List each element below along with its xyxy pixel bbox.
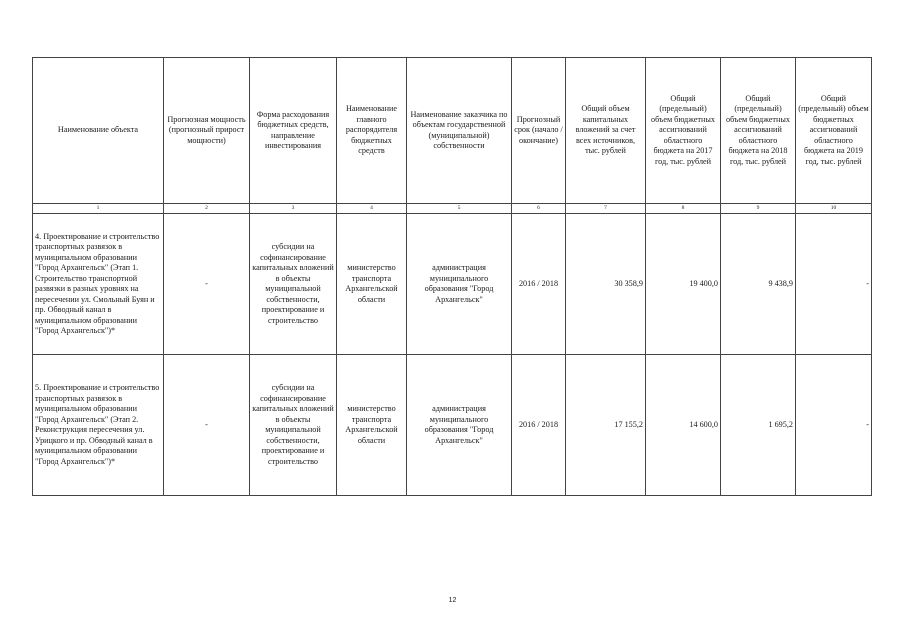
cell-capacity: - xyxy=(164,355,250,496)
cell-budget-2017: 19 400,0 xyxy=(646,214,721,355)
cell-budget-2017: 14 600,0 xyxy=(646,355,721,496)
investment-table xyxy=(32,57,872,496)
cell-object: 5. Проектирование и строительство транспортных развязок в муниципальном образовании "Город Архангельск" (Этап 2. Реконструкция пересечения ул. Урицкого и пр. Обводный канал в муниципальном образовании "Город Архангельск")* xyxy=(33,355,164,496)
column-number: 9 xyxy=(721,204,796,214)
cell-distributor: министерство транспорта Архангельской области xyxy=(337,214,407,355)
column-number: 6 xyxy=(512,204,566,214)
header-spending-form: Форма расходования бюджетных средств, направление инвестирования xyxy=(250,58,337,204)
cell-spending-form: субсидии на софинансирование капитальных вложений в объекты муниципальной собственности, проектирование и строительство xyxy=(250,214,337,355)
column-number: 5 xyxy=(407,204,512,214)
cell-customer: администрация муниципального образования "Город Архангельск" xyxy=(407,214,512,355)
cell-total-investment: 17 155,2 xyxy=(566,355,646,496)
column-number: 3 xyxy=(250,204,337,214)
cell-term: 2016 / 2018 xyxy=(512,355,566,496)
column-number: 8 xyxy=(646,204,721,214)
cell-object: 4. Проектирование и строительство транспортных развязок в муниципальном образовании "Город Архангельск" (Этап 1. Строительство транспортной развязки в разных уровнях на пересечении ул. Смольный Буян и пр. Обводный канал в муниципальном образовании "Город Архангельск")* xyxy=(33,214,164,355)
table-row xyxy=(33,355,872,496)
column-number-row xyxy=(33,204,872,214)
header-total-investment: Общий объем капитальных вложений за счет всех источников, тыс. рублей xyxy=(566,58,646,204)
header-budget-2019: Общий (предельный) объем бюджетных ассигнований областного бюджета на 2019 год, тыс. рублей xyxy=(796,58,872,204)
cell-budget-2019: - xyxy=(796,355,872,496)
header-distributor: Наименование главного распорядителя бюджетных средств xyxy=(337,58,407,204)
header-term: Прогнозный срок (начало / окончание) xyxy=(512,58,566,204)
header-customer: Наименование заказчика по объектам государственной (муниципальной) собственности xyxy=(407,58,512,204)
header-capacity: Прогнозная мощность (прогнозный прирост мощности) xyxy=(164,58,250,204)
column-number: 4 xyxy=(337,204,407,214)
cell-distributor: министерство транспорта Архангельской области xyxy=(337,355,407,496)
cell-term: 2016 / 2018 xyxy=(512,214,566,355)
page-number: 12 xyxy=(448,597,457,604)
cell-budget-2018: 9 438,9 xyxy=(721,214,796,355)
header-budget-2017: Общий (предельный) объем бюджетных ассигнований областного бюджета на 2017 год, тыс. рублей xyxy=(646,58,721,204)
cell-budget-2018: 1 695,2 xyxy=(721,355,796,496)
column-number: 10 xyxy=(796,204,872,214)
column-number: 7 xyxy=(566,204,646,214)
header-row xyxy=(33,58,872,204)
column-number: 1 xyxy=(33,204,164,214)
cell-total-investment: 30 358,9 xyxy=(566,214,646,355)
cell-spending-form: субсидии на софинансирование капитальных вложений в объекты муниципальной собственности, проектирование и строительство xyxy=(250,355,337,496)
column-number: 2 xyxy=(164,204,250,214)
cell-customer: администрация муниципального образования "Город Архангельск" xyxy=(407,355,512,496)
header-budget-2018: Общий (предельный) объем бюджетных ассигнований областного бюджета на 2018 год, тыс. рублей xyxy=(721,58,796,204)
header-object-name: Наименование объекта xyxy=(33,58,164,204)
cell-capacity: - xyxy=(164,214,250,355)
cell-budget-2019: - xyxy=(796,214,872,355)
table-row xyxy=(33,214,872,355)
